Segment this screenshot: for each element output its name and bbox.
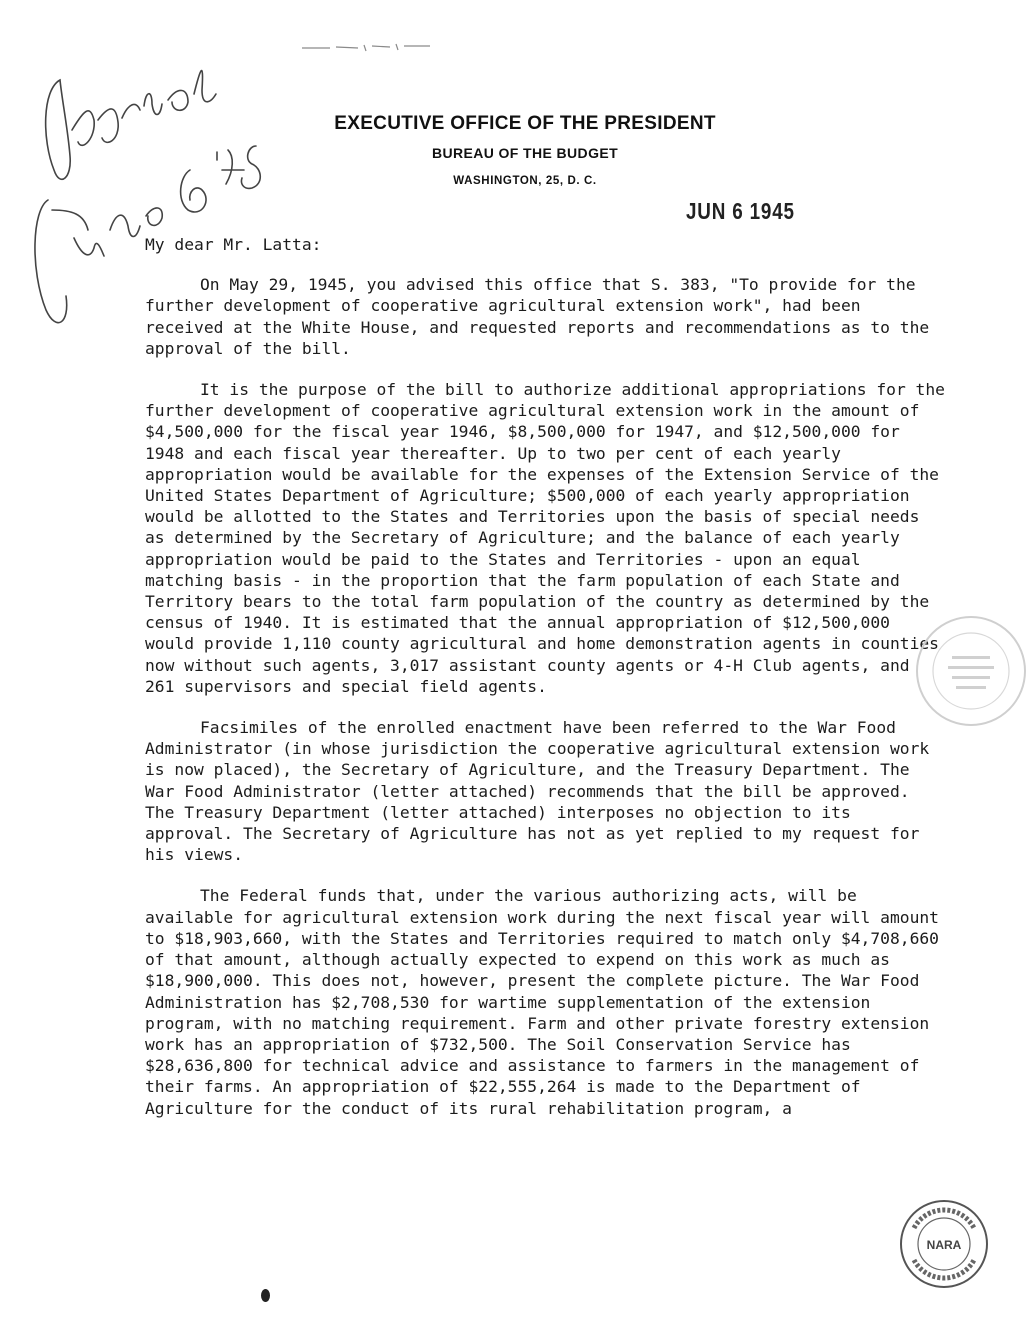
date-stamp: JUN 6 1945 <box>686 198 795 224</box>
punch-mark <box>261 1289 270 1302</box>
salutation: My dear Mr. Latta: <box>145 235 322 254</box>
scribble-marks <box>300 40 440 54</box>
letterhead-address: WASHINGTON, 25, D. C. <box>453 175 597 187</box>
paragraph-4: The Federal funds that, under the various authorizing acts, will be available for agricultural extension work during the next fiscal year will amount to $18,903,660, with the States and Territories required to match only $4,708,660 of that amount, although actually expected to expend on this work as much as $18,900,000. This does not, however, present the complete picture. The War Food Administration has $2,708,530 for wartime supplementation of the extension program, with no matching requirement. Farm and other private forestry extension work has an appropriation of $732,500. The Soil Conservation Service has $28,636,800 for technical advice and assistance to farmers in the management of their farms. An appropriation of $22,555,264 is made to the Department of Agriculture for the conduct of its rural rehabilitation program, a <box>145 886 939 1118</box>
paragraph-1: On May 29, 1945, you advised this office that S. 383, "To provide for the further development of cooperative agricultural extension work", had been received at the White House, and requested reports and recommendations as to the approval of the bill. <box>145 275 930 358</box>
paragraph-2: It is the purpose of the bill to authorize additional appropriations for the further development of cooperative agricultural extension work in the amount of $4,500,000 for the fiscal year 1946, $8,500,000 for 1947, and $12,500,000 for 1948 and each fiscal year thereafter. Up to two per cent of each yearly appropriation would be available for the expenses of the Extension Service of the United States Department of Agriculture; $500,000 of each yearly appropriation would be allotted to the States and Territories upon the basis of special needs as determined by the Secretary of Agriculture; and the balance of each yearly appropriation would be paid to the States and Territories - upon an equal matching basis - in the proportion that the farm population of each State and Territory bears to the total farm population of the country as determined by the census of 1940. It is estimated that the annual appropriation of $12,500,000 would provide 1,110 county agricultural and home demonstration agents in counties now without such agents, 3,017 assistant county agents or 4-H Club agents, and 261 supervisors and special field agents. <box>145 380 945 696</box>
paragraph-3: Facsimiles of the enrolled enactment have been referred to the War Food Administrator (in whose jurisdiction the cooperative agricultural extension work is now placed), the Secretary of Agriculture, and the Treasury Department. The War Food Administrator (letter attached) recommends that the bill be approved. The Treasury Department (letter attached) interposes no objection to its approval. The Secretary of Agriculture has not as yet replied to my request for his views. <box>145 718 930 865</box>
archive-seal-icon <box>912 612 1030 730</box>
nara-seal-icon <box>898 1198 990 1290</box>
letter-body <box>145 234 945 1139</box>
svg-text:NARA: NARA <box>926 1238 962 1252</box>
letterhead-bureau: BUREAU OF THE BUDGET <box>431 145 619 161</box>
letterhead-office: EXECUTIVE OFFICE OF THE PRESIDENT <box>334 113 716 134</box>
